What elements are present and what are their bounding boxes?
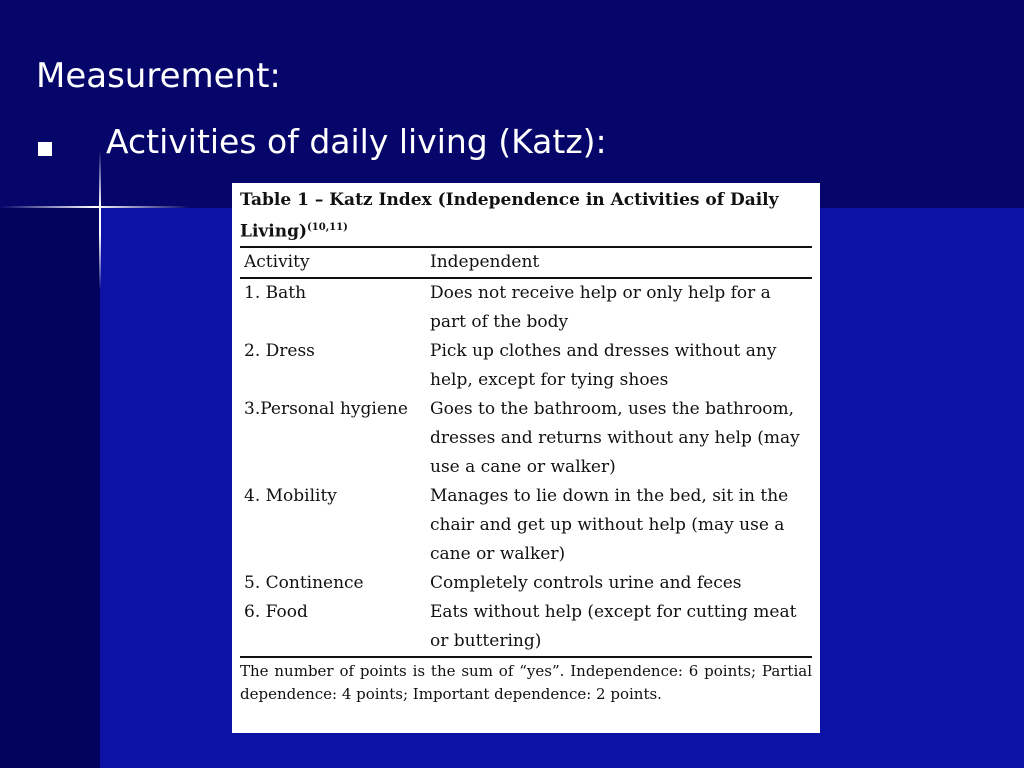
background-top-band bbox=[0, 0, 1024, 208]
cell-independent: Goes to the bathroom, uses the bathroom, dresses and returns without any help (may use a cane or walker) bbox=[430, 398, 800, 477]
cell-independent: Does not receive help or only help for a part of the body bbox=[430, 282, 771, 332]
table-header-row bbox=[240, 248, 812, 278]
table-caption-text: Table 1 – Katz Index (Independence in Activities of Daily Living) bbox=[240, 190, 779, 242]
table-row bbox=[240, 278, 812, 337]
table-row bbox=[240, 569, 812, 598]
decorative-vertical-flare bbox=[99, 150, 101, 290]
table-footnote: The number of points is the sum of “yes”. Independence: 6 points; Partial dependence: 4 points; Important dependence: 2 points. bbox=[240, 656, 812, 706]
cell-activity: 4. Mobility bbox=[244, 485, 337, 506]
table-row bbox=[240, 598, 812, 656]
bullet-square-icon bbox=[38, 142, 52, 156]
cell-activity: 1. Bath bbox=[244, 282, 307, 303]
bullet-text: Activities of daily living (Katz): bbox=[106, 122, 607, 161]
header-activity: Activity bbox=[240, 248, 426, 278]
table-row bbox=[240, 395, 812, 482]
cell-independent: Eats without help (except for cutting meat or buttering) bbox=[430, 601, 797, 651]
table-row bbox=[240, 337, 812, 395]
slide-title: Measurement: bbox=[36, 56, 281, 96]
cell-independent: Pick up clothes and dresses without any help, except for tying shoes bbox=[430, 340, 777, 390]
cell-activity: 5. Continence bbox=[244, 572, 364, 593]
background-left-band bbox=[0, 208, 100, 768]
katz-table-image bbox=[232, 183, 820, 733]
table-caption-ref: (10,11) bbox=[307, 222, 348, 233]
cell-activity: 2. Dress bbox=[244, 340, 315, 361]
decorative-horizontal-flare bbox=[0, 206, 190, 208]
katz-table bbox=[240, 248, 812, 656]
cell-activity: 6. Food bbox=[244, 601, 308, 622]
cell-independent: Completely controls urine and feces bbox=[430, 572, 742, 593]
header-independent: Independent bbox=[426, 248, 812, 278]
cell-independent: Manages to lie down in the bed, sit in the chair and get up without help (may use a cane or walker) bbox=[430, 485, 789, 564]
table-row bbox=[240, 482, 812, 569]
cell-activity: 3.Personal hygiene bbox=[244, 398, 408, 419]
table-caption bbox=[240, 187, 812, 246]
